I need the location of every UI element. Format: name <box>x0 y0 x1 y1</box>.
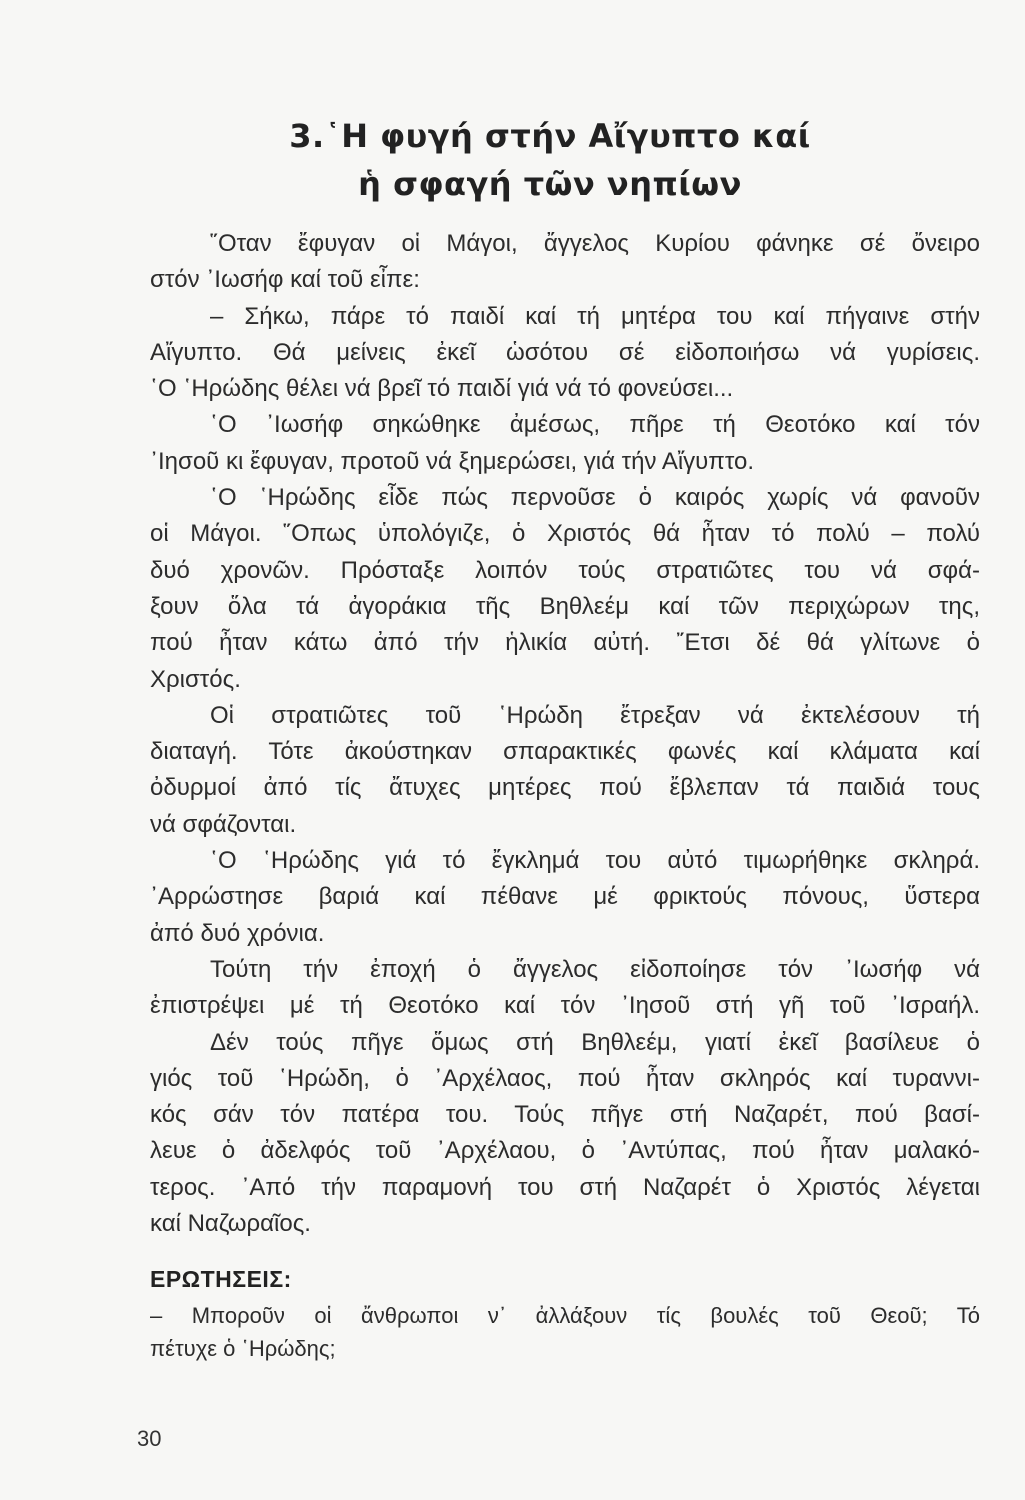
page-number: 30 <box>137 1426 162 1451</box>
text-line: Δέν τούς πῆγε ὅμως στή Βηθλεέμ, γιατί ἐκεῖ βασίλευε ὁ <box>210 1028 980 1056</box>
questions-heading: ΕΡΩΤΗΣΕΙΣ: <box>150 1266 292 1292</box>
text-line: ῾Ο ῾Ηρώδης γιά τό ἔγκλημά του αὐτό τιμωρήθηκε σκληρά. <box>210 847 980 875</box>
text-line: πού ἦταν κάτω ἀπό τήν ἡλικία αὐτή. ῎Ετσι δέ θά γλίτωνε ὁ <box>150 629 980 657</box>
text-line: ὀδυρμοί ἀπό τίς ἄτυχες μητέρες πού ἔβλεπαν τά παιδιά τους <box>150 774 980 802</box>
text-line: ξουν ὅλα τά ἀγοράκια τῆς Βηθλεέμ καί τῶν περιχώρων της, <box>150 592 980 620</box>
text-line: ῾Ο ῾Ηρώδης εἶδε πώς περνοῦσε ὁ καιρός χωρίς νά φανοῦν <box>210 484 980 512</box>
text-line: ῾Ο ᾿Ιωσήφ σηκώθηκε ἀμέσως, πῆρε τή Θεοτόκο καί τόν <box>210 411 980 439</box>
text-line: τερος. ᾿Από τήν παραμονή του στή Ναζαρέτ ὁ Χριστός λέγεται <box>150 1173 980 1201</box>
text-line: στόν ᾿Ιωσήφ καί τοῦ εἶπε: <box>150 266 420 294</box>
text-line: κός σάν τόν πατέρα του. Τούς πῆγε στή Ναζαρέτ, πού βασί- <box>150 1101 980 1129</box>
text-line: ἀπό δυό χρόνια. <box>150 919 325 947</box>
chapter-title-line-1: 3.῾Η φυγή στήν Αἴγυπτο καί <box>289 117 811 155</box>
text-line: λευε ὁ ἀδελφός τοῦ ᾿Αρχέλαου, ὁ ᾿Αντύπας, πού ἦταν μαλακό- <box>150 1137 980 1165</box>
text-line: Οἱ στρατιῶτες τοῦ ῾Ηρώδη ἔτρεξαν νά ἐκτελέσουν τή <box>210 701 980 729</box>
text-line: καί Ναζωραῖος. <box>150 1210 311 1238</box>
chapter-title-line-2: ἡ σφαγή τῶν νηπίων <box>358 165 742 203</box>
text-line: ᾿Ιησοῦ κι ἔφυγαν, προτοῦ νά ξημερώσει, γιά τήν Αἴγυπτο. <box>150 447 755 475</box>
text-line: Χριστός. <box>150 665 241 693</box>
text-line: ῾Ο ῾Ηρώδης θέλει νά βρεῖ τό παιδί γιά νά τό φονεύσει... <box>150 375 734 403</box>
text-line: διαταγή. Τότε ἀκούστηκαν σπαρακτικές φωνές καί κλάματα καί <box>150 738 980 766</box>
text-line: ἐπιστρέψει μέ τή Θεοτόκο καί τόν ᾿Ιησοῦ στή γῆ τοῦ ᾿Ισραήλ. <box>150 992 980 1020</box>
text-line: ῞Οταν ἔφυγαν οἱ Μάγοι, ἄγγελος Κυρίου φάνηκε σέ ὄνειρο <box>210 230 980 257</box>
text-line: Τούτη τήν ἐποχή ὁ ἄγγελος εἰδοποίησε τόν ᾿Ιωσήφ νά <box>210 955 980 983</box>
question-line: – Μποροῦν οἱ ἄνθρωποι ν᾿ ἀλλάξουν τίς βουλές τοῦ Θεοῦ; Τό <box>150 1303 980 1328</box>
text-line: – Σήκω, πάρε τό παιδί καί τή μητέρα του καί πήγαινε στήν <box>210 302 980 330</box>
body-text <box>150 226 980 1242</box>
text-line: ᾿Αρρώστησε βαριά καί πέθανε μέ φρικτούς πόνους, ὕστερα <box>150 883 980 911</box>
text-line: Αἴγυπτο. Θά μείνεις ἐκεῖ ὡσότου σέ εἰδοποιήσω νά γυρίσεις. <box>150 338 980 366</box>
question-line: πέτυχε ὁ ῾Ηρώδης; <box>150 1336 336 1361</box>
text-line: δυό χρονῶν. Πρόσταξε λοιπόν τούς στρατιῶτες του νά σφά- <box>150 556 980 584</box>
text-line: γιός τοῦ ῾Ηρώδη, ὁ ᾿Αρχέλαος, πού ἦταν σκληρός καί τυραννι- <box>150 1064 980 1092</box>
text-line: οἱ Μάγοι. ῞Οπως ὑπολόγιζε, ὁ Χριστός θά ἦταν τό πολύ – πολύ <box>150 520 980 548</box>
text-line: νά σφάζονται. <box>150 810 297 838</box>
questions-list <box>150 1299 980 1365</box>
